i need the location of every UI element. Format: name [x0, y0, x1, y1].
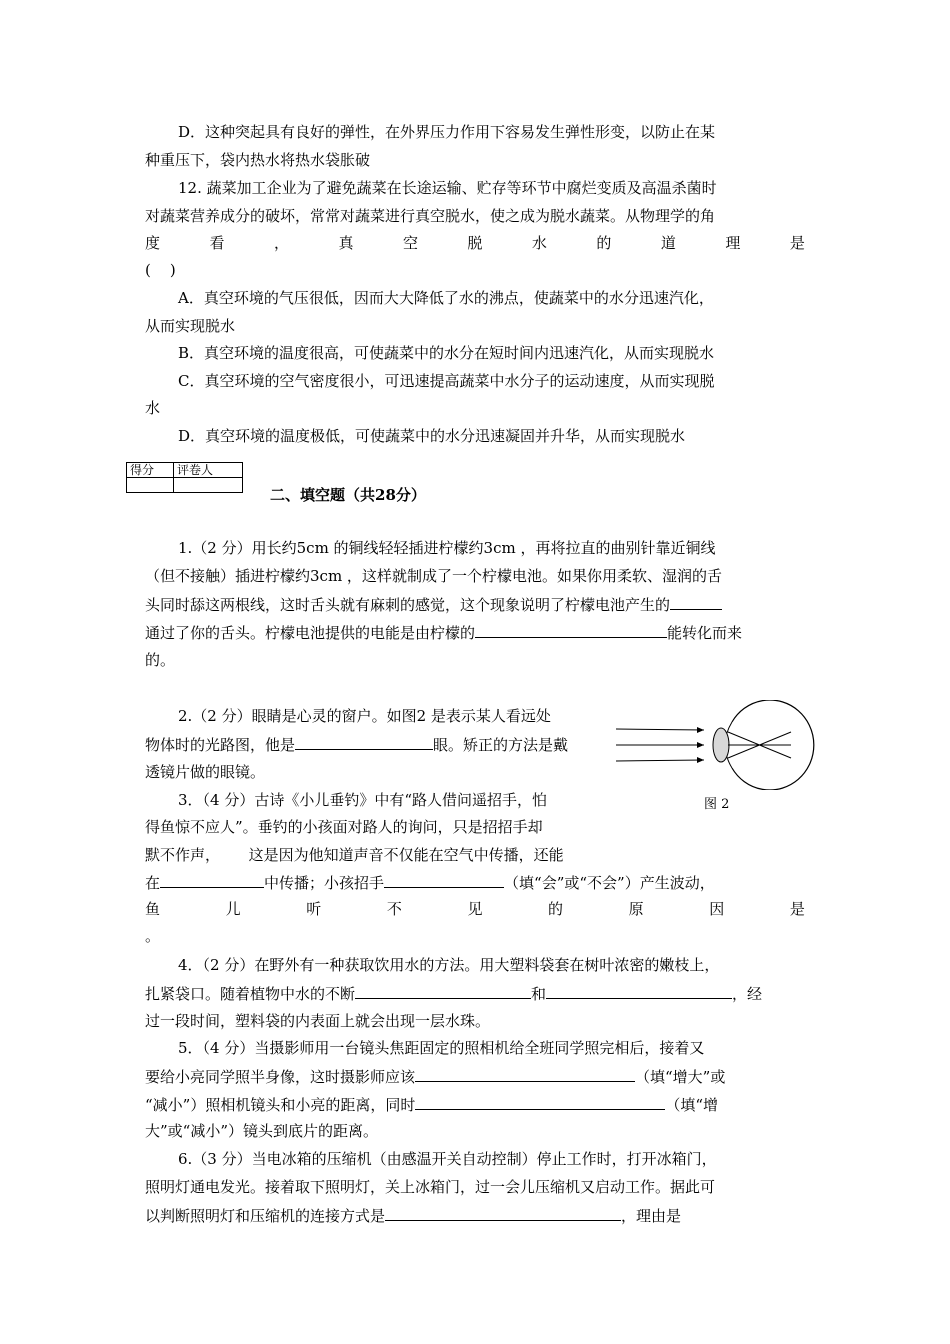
q4-blank-2[interactable]	[546, 983, 732, 999]
q4-blank-1[interactable]	[355, 983, 531, 999]
q2-blank-1[interactable]	[295, 734, 433, 750]
q12-option-d: D．真空环境的温度极低，可使蔬菜中的水分迅速凝固并升华，从而实现脱水	[178, 427, 686, 445]
section-title: 二、填空题（共28分）	[270, 486, 426, 504]
fill-q5-line2: 要给小亮同学照半身像，这时摄影师应该 （填“增大”或	[145, 1068, 726, 1086]
fill-q4-line1: 4．（2 分）在野外有一种获取饮用水的方法。用大塑料袋套在树叶浓密的嫩枝上，	[178, 956, 720, 974]
q11-option-d-line1: D．这种突起具有良好的弹性，在外界压力作用下容易发生弹性形变，以防止在某	[178, 123, 716, 141]
lens	[713, 728, 729, 762]
q12-stem-line3: 度 看 ， 真 空 脱 水 的 道 理 是	[145, 234, 805, 252]
fill-q3-line6: 。	[145, 927, 161, 945]
q3-blank-1[interactable]	[160, 872, 264, 888]
q12-stem-line2: 对蔬菜营养成分的破坏，常常对蔬菜进行真空脱水，使之成为脱水蔬菜。从物理学的角	[145, 207, 716, 225]
q12-option-c-line1: C．真空环境的空气密度很小，可迅速提高蔬菜中水分子的运动速度，从而实现脱	[178, 372, 715, 390]
fill-q5-line4: 大”或“减小”）镜头到底片的距离。	[145, 1122, 379, 1140]
q1-blank-2[interactable]	[475, 622, 667, 638]
fill-q1-line5: 的。	[145, 651, 176, 669]
figure-2-caption: 图 2	[704, 797, 730, 812]
grader-cell	[174, 478, 243, 493]
fill-q2-line1: 2.（2 分）眼睛是心灵的窗户。如图2 是表示某人看远处	[178, 707, 551, 725]
incoming-ray-top	[616, 729, 704, 730]
q5-blank-1[interactable]	[415, 1066, 635, 1082]
score-table	[126, 462, 243, 493]
q11-option-d-line2: 种重压下，袋内热水将热水袋胀破	[145, 151, 371, 169]
q3-blank-2[interactable]	[384, 872, 504, 888]
q12-answer-paren: ( )	[145, 261, 176, 279]
fill-q3-line4: 在 中传播；小孩招手 （填“会”或“不会”）产生波动，	[145, 874, 715, 892]
q12-option-c-line2: 水	[145, 399, 161, 417]
fill-q3-line1: 3．（4 分）古诗《小儿垂钓》中有“路人借问遥招手，怕	[178, 791, 548, 809]
q6-blank-1[interactable]	[385, 1205, 621, 1221]
q5-blank-2[interactable]	[415, 1094, 665, 1110]
incoming-ray-bottom	[616, 760, 704, 761]
fill-q5-line3: “减小”）照相机镜头和小亮的距离，同时 （填“增	[145, 1096, 719, 1114]
q12-option-a-line1: A．真空环境的气压很低，因而大大降低了水的沸点，使蔬菜中的水分迅速汽化，	[178, 289, 714, 307]
fill-q3-line3: 默不作声， 这是因为他知道声音不仅能在空气中传播，还能	[145, 846, 564, 864]
q1-blank-1[interactable]	[670, 594, 722, 610]
arrowhead-top	[697, 727, 704, 733]
fill-q5-line1: 5．（4 分）当摄影师用一台镜头焦距固定的照相机给全班同学照完相后，接着又	[178, 1039, 705, 1057]
fill-q6-line2: 照明灯通电发光。接着取下照明灯，关上冰箱门，过一会儿压缩机又启动工作。据此可	[145, 1178, 716, 1196]
fill-q1-line1: 1.（2 分）用长约5cm 的铜线轻轻插进柠檬约3cm ，再将拉直的曲别针靠近铜线	[178, 539, 716, 557]
arrowhead-bottom	[697, 757, 704, 763]
fill-q2-line2: 物体时的光路图，他是 眼。矫正的方法是戴	[145, 736, 569, 754]
grader-header: 评卷人	[174, 463, 243, 478]
fill-q4-line3: 过一段时间，塑料袋的内表面上就会出现一层水珠。	[145, 1012, 491, 1030]
eye-diagram	[606, 700, 818, 790]
score-cell	[127, 478, 174, 493]
q12-option-b: B．真空环境的温度很高，可使蔬菜中的水分在短时间内迅速汽化，从而实现脱水	[178, 344, 715, 362]
q12-option-a-line2: 从而实现脱水	[145, 317, 236, 335]
fill-q3-line2: 得鱼惊不应人”。垂钓的小孩面对路人的询问，只是招招手却	[145, 818, 543, 836]
fill-q2-line3: 透镜片做的眼镜。	[145, 763, 266, 781]
arrowhead-middle	[697, 742, 704, 748]
fill-q6-line1: 6.（3 分）当电冰箱的压缩机（由感温开关自动控制）停止工作时，打开冰箱门，	[178, 1150, 717, 1168]
fill-q1-line4: 通过了你的舌头。柠檬电池提供的电能是由柠檬的 能转化而来	[145, 624, 743, 642]
score-header: 得分	[127, 463, 174, 478]
fill-q1-line3: 头同时舔这两根线，这时舌头就有麻刺的感觉，这个现象说明了柠檬电池产生的	[145, 594, 805, 615]
fill-q3-line5: 鱼 儿 听 不 见 的 原 因 是	[145, 900, 805, 918]
fill-q4-line2: 扎紧袋口。随着植物中水的不断 和 ，经	[145, 985, 763, 1003]
fill-q1-line2: （但不接触）插进柠檬约3cm ，这样就制成了一个柠檬电池。如果你用柔软、湿润的舌	[145, 567, 722, 585]
q12-stem-line1: 12. 蔬菜加工企业为了避免蔬菜在长途运输、贮存等环节中腐烂变质及高温杀菌时	[178, 179, 717, 197]
fill-q6-line3: 以判断照明灯和压缩机的连接方式是 ，理由是	[145, 1207, 682, 1225]
